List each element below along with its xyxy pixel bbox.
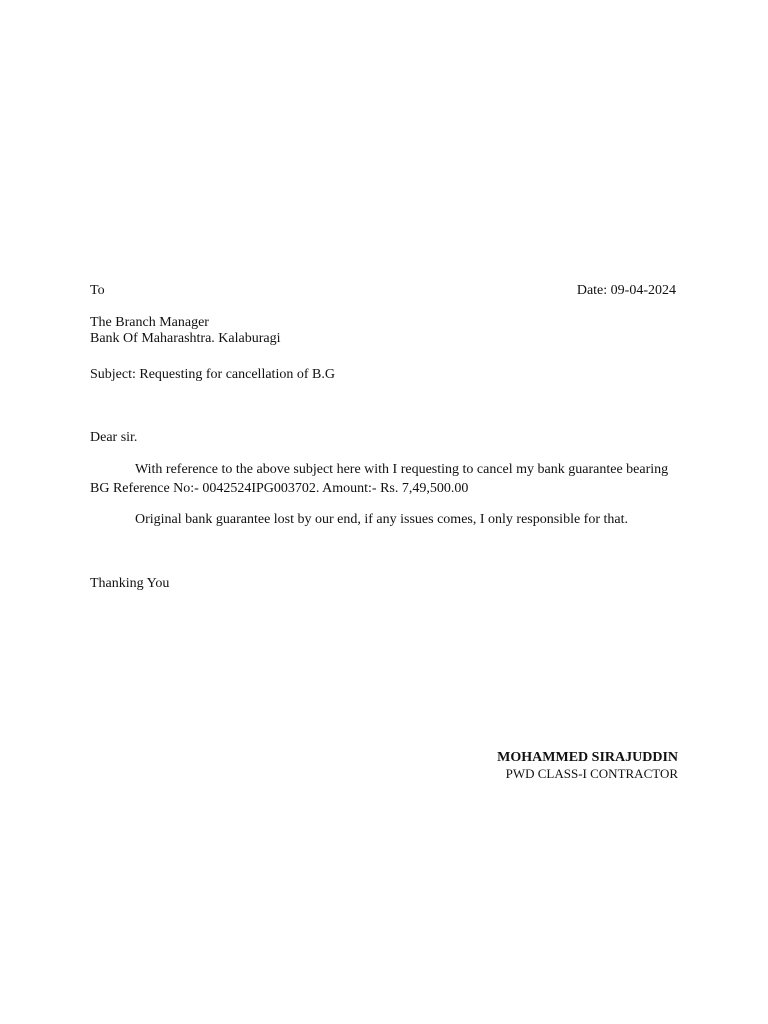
letter-date: Date: 09-04-2024 — [576, 283, 676, 298]
body-paragraph-2: Original bank guarantee lost by our end, if any issues comes, I only responsible for that. — [135, 512, 628, 527]
recipient-bank-address: Bank Of Maharashtra. Kalaburagi — [90, 331, 281, 346]
body-paragraph-1-line-1: With reference to the above subject here with I requesting to cancel my bank guarantee bearing — [135, 462, 669, 477]
signatory-title: PWD CLASS-I CONTRACTOR — [505, 766, 678, 781]
subject-line: Subject: Requesting for cancellation of B.G — [90, 367, 335, 382]
signatory-name: MOHAMMED SIRAJUDDIN — [497, 750, 678, 765]
recipient-designation: The Branch Manager — [90, 315, 209, 330]
closing-line: Thanking You — [90, 576, 170, 591]
to-label: To — [90, 283, 105, 298]
salutation: Dear sir. — [90, 430, 138, 445]
body-paragraph-1-line-2: BG Reference No:- 0042524IPG003702. Amount:- Rs. 7,49,500.00 — [90, 481, 469, 496]
